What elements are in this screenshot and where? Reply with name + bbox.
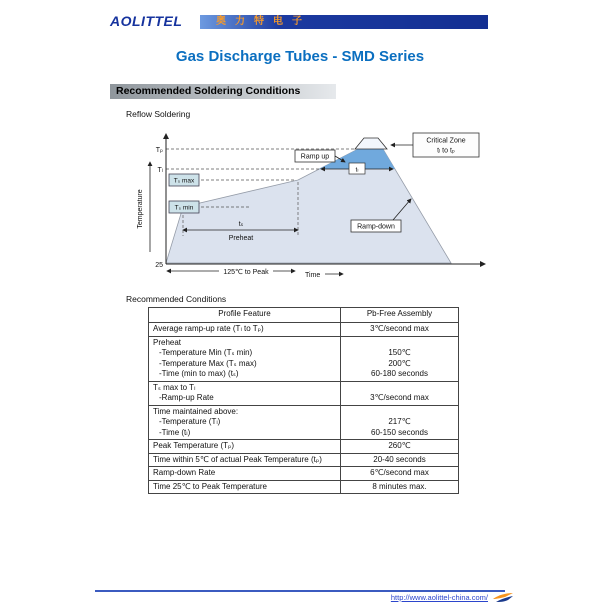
pb-free-assembly-header: Pb-Free Assembly (341, 308, 459, 323)
reflow-profile-chart (133, 124, 498, 292)
ts-span-label: tₛ (238, 221, 244, 228)
company-logo: AOLITTEL (110, 13, 183, 29)
critical-zone-label-1: Critical Zone (426, 137, 466, 145)
profile-feature-cell: Average ramp-up rate (Tₗ to Tₚ) (149, 323, 341, 337)
header-banner (200, 15, 488, 29)
conditions-table (148, 307, 459, 494)
profile-feature-cell: Time within 5℃ of actual Peak Temperature (tₚ) (149, 453, 341, 467)
footer-url-link[interactable]: http://www.aolittel-china.com/ (390, 593, 488, 602)
table-row (149, 480, 459, 494)
table-row (149, 336, 459, 381)
preheat-label: Preheat (228, 235, 254, 242)
tl-axis-label: Tₗ (157, 167, 163, 174)
profile-feature-cell: Peak Temperature (Tₚ) (149, 440, 341, 454)
table-row (149, 467, 459, 481)
critical-zone-label-2: tₗ to tₚ (437, 147, 455, 155)
table-row (149, 381, 459, 405)
y-axis-label: Temperature (137, 189, 144, 229)
footer-divider (95, 590, 505, 592)
table-row (149, 405, 459, 440)
ramp-up-label: Ramp up (300, 153, 330, 161)
peak-cap-shape (355, 138, 387, 149)
profile-feature-header: Profile Feature (149, 308, 341, 323)
profile-feature-cell: Preheat -Temperature Min (Tₛ min) -Temperature Max (Tₛ max) -Time (min to max) (tₛ) (149, 336, 341, 381)
profile-feature-cell: Time maintained above: -Temperature (Tₗ) -Time (tₗ) (149, 405, 341, 440)
footer-swoosh-icon (492, 592, 514, 603)
assembly-value-cell: 150℃ 200℃ 60-180 seconds (341, 336, 459, 381)
table-row (149, 323, 459, 337)
table-row (149, 453, 459, 467)
assembly-value-cell: 217℃ 60-150 seconds (341, 405, 459, 440)
ramp-down-label: Ramp-down (357, 223, 395, 231)
assembly-value-cell: 3℃/second max (341, 323, 459, 337)
conditions-table-body (149, 323, 459, 494)
assembly-value-cell: 260℃ (341, 440, 459, 454)
profile-feature-cell: Time 25℃ to Peak Temperature (149, 480, 341, 494)
assembly-value-cell: 20-40 seconds (341, 453, 459, 467)
tp-axis-label: Tₚ (155, 147, 163, 154)
table-header-row (149, 308, 459, 323)
assembly-value-cell: 8 minutes max. (341, 480, 459, 494)
section-heading-bar: Recommended Soldering Conditions (110, 84, 336, 99)
ts-max-label: Tₛ max (173, 177, 195, 185)
assembly-value-cell: 6℃/second max (341, 467, 459, 481)
reflow-soldering-heading: Reflow Soldering (126, 109, 191, 119)
x-axis-label: Time (305, 272, 321, 279)
profile-feature-cell: Ramp-down Rate (149, 467, 341, 481)
temperature-profile-area (166, 149, 451, 263)
recommended-conditions-heading: Recommended Conditions (126, 294, 227, 304)
origin-label: 25 (155, 262, 163, 269)
tl-span-label: tₗ (355, 166, 359, 174)
profile-feature-cell: Tₛ max to Tₗ -Ramp-up Rate (149, 381, 341, 405)
header-banner-text: 奥力特电子 (216, 16, 311, 27)
table-row (149, 440, 459, 454)
assembly-value-cell: 3℃/second max (341, 381, 459, 405)
span125-label: 125℃ to Peak (223, 269, 269, 276)
page-title: Gas Discharge Tubes - SMD Series (175, 48, 425, 65)
ts-min-label: Tₛ min (174, 204, 194, 212)
